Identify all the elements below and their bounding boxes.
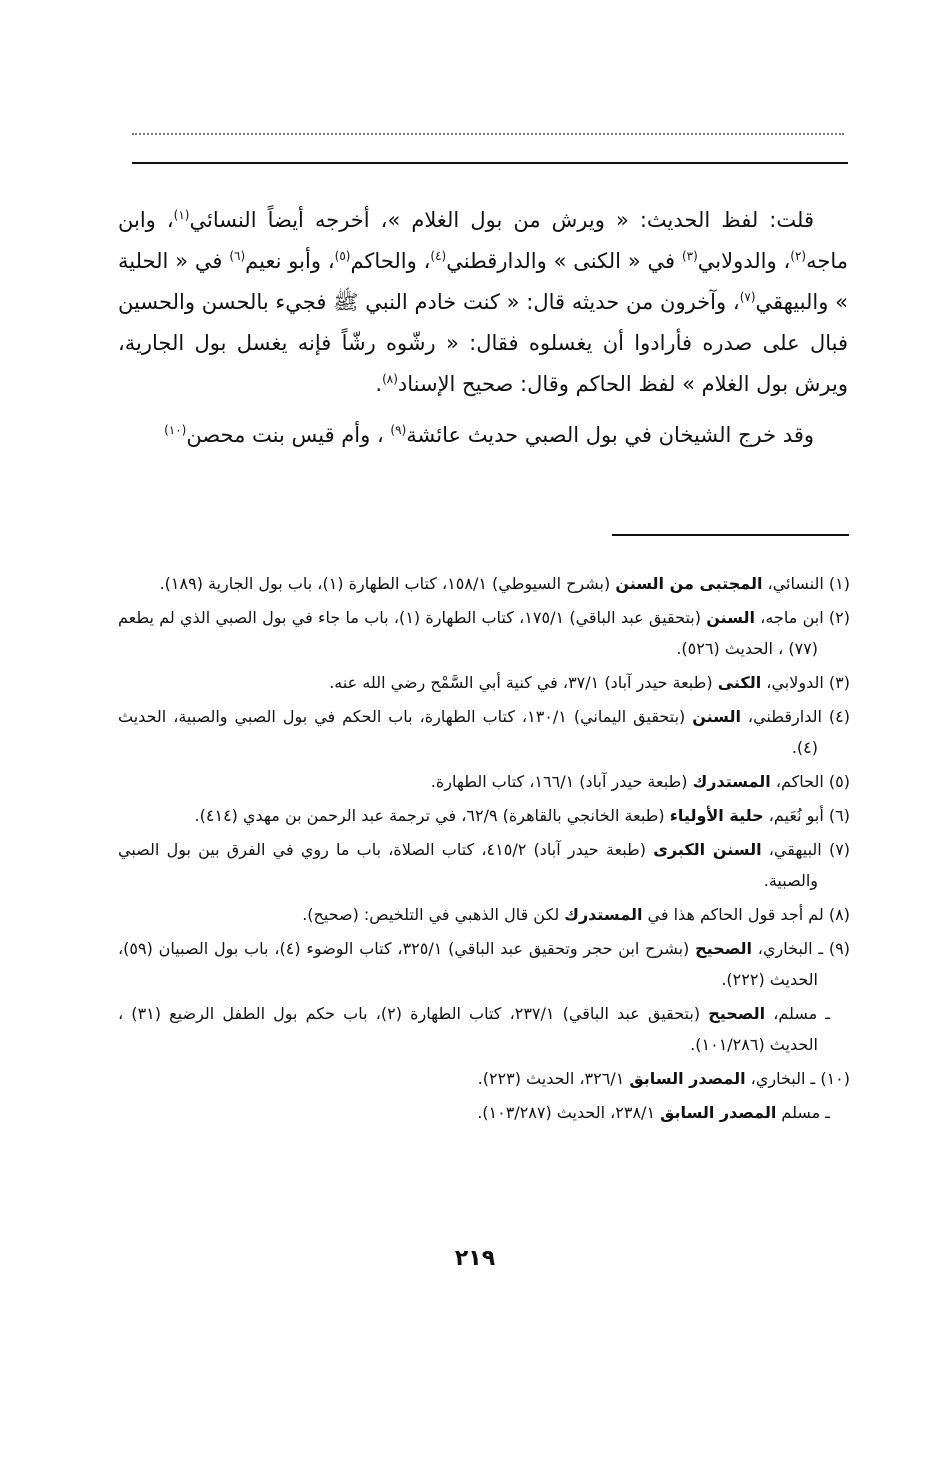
main-paragraph-2: وقد خرج الشيخان في بول الصبي حديث عائشة$^{(٩)}$ ، وأم قيس بنت محصن$^{(١٠)}$ bbox=[164, 423, 814, 447]
header-dotted-rule bbox=[132, 133, 844, 135]
footnote-1: (١) النسائي، المجتبى من السنن (بشرح السيوطي) ١٥٨/١، كتاب الطهارة (١)، باب بول الجارية (١٨٩). bbox=[159, 574, 850, 593]
footnote-9: (٩) ـ البخاري، الصحيح (بشرح ابن حجر وتحقيق عبد الباقي) ٣٢٥/١، كتاب الوضوء (٤)، باب بول الصبيان (٥٩)، الحديث (٢٢٢). bbox=[118, 939, 851, 989]
footnote-ref[interactable]: (٧) bbox=[739, 290, 756, 304]
source-title: حلية الأولياء bbox=[669, 806, 764, 825]
footnote-9-continued: ـ مسلم، الصحيح (بتحقيق عبد الباقي) ٢٣٧/١، كتاب الطهارة (٢)، باب حكم بول الطفل الرضيع (٣١) ، الحديث (١٠١/٢٨٦). bbox=[118, 1004, 831, 1054]
source-title: السنن bbox=[706, 608, 755, 627]
source-title: السنن bbox=[692, 707, 741, 726]
footnote-5: (٥) الحاكم، المستدرك (طبعة حيدر آباد) ١٦٦/١، كتاب الطهارة. bbox=[430, 772, 850, 791]
footnote-ref[interactable]: (٣) bbox=[681, 249, 698, 263]
source-title: المجتبى من السنن bbox=[615, 574, 763, 593]
footnote-ref[interactable]: (٥) bbox=[334, 249, 351, 263]
footnote-ref[interactable]: (١٠) bbox=[164, 423, 187, 437]
footnote-6: (٦) أبو نُعَيم، حلية الأولياء (طبعة الخانجي بالقاهرة) ٦٢/٩، في ترجمة عبد الرحمن بن مهدي (٤١٤). bbox=[194, 806, 850, 825]
source-title: المصدر السابق bbox=[660, 1103, 777, 1122]
footnote-ref[interactable]: (٤) bbox=[430, 249, 447, 263]
source-title: المستدرك bbox=[564, 905, 643, 924]
page-number: ٢١٩ bbox=[454, 1246, 496, 1271]
source-title: السنن الكبرى bbox=[653, 840, 762, 859]
main-text bbox=[118, 200, 848, 456]
source-title: الصحيح bbox=[708, 1004, 766, 1023]
footnote-10-continued: ـ مسلم المصدر السابق ٢٣٨/١، الحديث (١٠٣/٢٨٧). bbox=[477, 1103, 830, 1122]
footnote-ref[interactable]: (٨) bbox=[382, 372, 398, 386]
footnote-2: (٢) ابن ماجه، السنن (بتحقيق عبد الباقي) ١٧٥/١، كتاب الطهارة (١)، باب ما جاء في بول الصبي الذي لم يطعم (٧٧) ، الحديث (٥٢٦). bbox=[118, 608, 851, 658]
footnote-10: (١٠) ـ البخاري، المصدر السابق ٣٢٦/١، الحديث (٢٢٣). bbox=[477, 1069, 850, 1088]
header-solid-rule bbox=[132, 162, 848, 164]
footnote-ref[interactable]: (٩) bbox=[390, 423, 407, 437]
source-title: الصحيح bbox=[695, 939, 752, 958]
source-title: الكنى bbox=[717, 673, 762, 692]
footnote-ref[interactable]: (٢) bbox=[790, 249, 807, 263]
footnote-ref[interactable]: (٦) bbox=[229, 249, 246, 263]
source-title: المستدرك bbox=[692, 772, 771, 791]
footnotes bbox=[118, 568, 850, 1131]
footnote-7: (٧) البيهقي، السنن الكبرى (طبعة حيدر آباد) ٤١٥/٢، كتاب الصلاة، باب ما روي في الفرق بين بول الصبي والصبية. bbox=[118, 840, 851, 890]
footnote-ref[interactable]: (١) bbox=[173, 208, 190, 222]
footnote-4: (٤) الدارقطني، السنن (بتحقيق اليماني) ١٣٠/١، كتاب الطهارة، باب الحكم في بول الصبي والصبية، الحديث (٤). bbox=[118, 707, 851, 757]
footnote-separator bbox=[612, 534, 849, 536]
main-paragraph-1: قلت: لفظ الحديث: « ويرش من بول الغلام »، أخرجه أيضاً النسائي$^{(١)}$، وابن ماجه$^{(٢)}$، والدولابي$^{(٣)}$ في « الكنى » والدارقطني$^{(٤)}$، والحاكم$^{(٥)}$، وأبو نعيم$^{(٦)}$ في « الحلية » والبيهقي$^{(٧)}$، وآخرون من حديثه قال: « كنت خادم النبي ﷺ فجيء بالحسن والحسين فبال على صدره فأرادوا أن يغسلوه فقال: « رشّوه رشّاً فإنه يغسل بول الجارية، ويرش بول الغلام » لفظ الحاكم وقال: صحيح الإسناد$^{(٨)}$. bbox=[118, 208, 848, 396]
footnote-3: (٣) الدولابي، الكنى (طبعة حيدر آباد) ٣٧/١، في كنية أبي السَّمْح رضي الله عنه. bbox=[329, 673, 850, 692]
footnote-8: (٨) لم أجد قول الحاكم هذا في المستدرك لكن قال الذهبي في التلخيص: (صحيح). bbox=[302, 905, 850, 924]
source-title: المصدر السابق bbox=[629, 1069, 746, 1088]
